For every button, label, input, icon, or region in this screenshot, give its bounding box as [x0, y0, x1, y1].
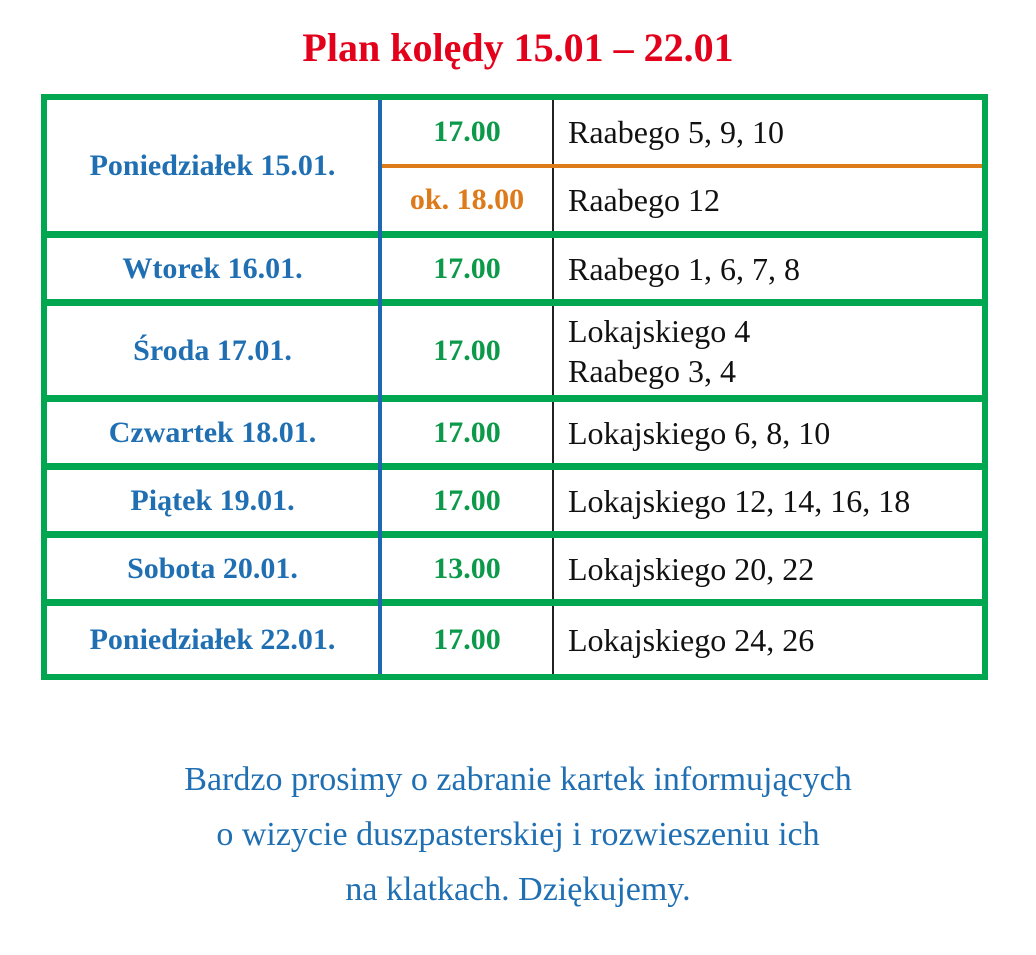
address-cell [552, 538, 982, 599]
address-line: Lokajskiego 12, 14, 16, 18 [568, 482, 911, 519]
address-line: Raabego 3, 4 [568, 352, 736, 389]
address-line: Raabego 5, 9, 10 [568, 114, 784, 150]
info-note [0, 752, 1036, 917]
address-line: Raabego 12 [568, 181, 720, 218]
address-cell [552, 470, 982, 531]
address-cell [552, 306, 982, 395]
note-line: o wizycie duszpasterskiej i rozwieszeniu ich [216, 816, 820, 853]
time-label: 17.00 [433, 623, 501, 656]
time-label: 13.00 [433, 551, 501, 585]
note-line: Bardzo prosimy o zabranie kartek informujących [184, 761, 852, 798]
address-line: Lokajskiego 20, 22 [568, 550, 815, 587]
address-line: Raabego 1, 6, 7, 8 [568, 250, 800, 287]
row-separator [47, 463, 982, 470]
day-label: Sobota 20.01. [127, 551, 298, 585]
row-separator [47, 299, 982, 306]
time-label: 17.00 [433, 333, 501, 367]
schedule-row [47, 238, 982, 299]
schedule-row [47, 470, 982, 531]
day-label: Środa 17.01. [133, 333, 292, 367]
day-label: Piątek 19.01. [130, 483, 295, 517]
schedule-row [47, 100, 982, 231]
slot-divider [382, 164, 982, 168]
schedule-row [47, 402, 982, 463]
note-line: na klatkach. Dziękujemy. [345, 871, 691, 908]
address-cell [552, 402, 982, 463]
schedule-table [41, 94, 988, 680]
time-label: ok. 18.00 [409, 182, 525, 216]
time-label: 17.00 [433, 115, 501, 148]
schedule-row [47, 306, 982, 395]
time-label: 17.00 [433, 251, 501, 285]
address-cell [552, 606, 982, 674]
row-separator [47, 531, 982, 538]
page-title: Plan kolędy 15.01 – 22.01 [302, 25, 734, 70]
address-cell [552, 100, 982, 164]
address-cell [552, 168, 982, 231]
time-label: 17.00 [433, 483, 501, 517]
row-separator [47, 231, 982, 238]
day-label: Wtorek 16.01. [122, 251, 303, 285]
column-divider [378, 100, 382, 674]
row-separator [47, 395, 982, 402]
schedule-row [47, 606, 982, 674]
day-label: Poniedziałek 22.01. [89, 623, 336, 656]
day-label: Czwartek 18.01. [108, 415, 317, 449]
row-separator [47, 599, 982, 606]
address-line: Lokajskiego 6, 8, 10 [568, 414, 831, 451]
schedule-row [47, 538, 982, 599]
time-label: 17.00 [433, 415, 501, 449]
address-line: Lokajskiego 4 [568, 312, 751, 349]
address-line: Lokajskiego 24, 26 [568, 622, 815, 658]
address-cell [552, 238, 982, 299]
day-label: Poniedziałek 15.01. [89, 148, 336, 182]
